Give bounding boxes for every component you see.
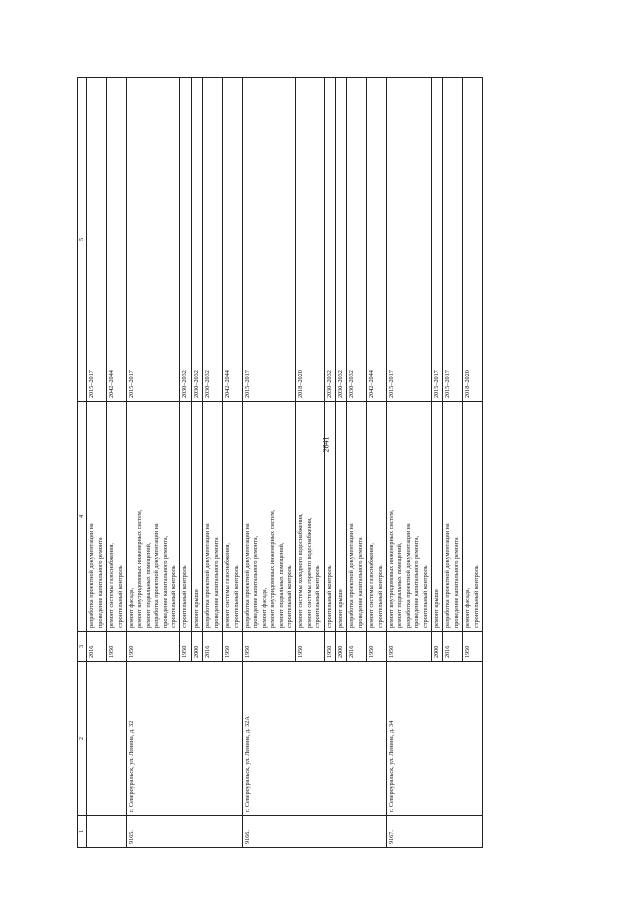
work-line: строительный контроль <box>472 565 480 628</box>
work-type-cell <box>107 402 127 632</box>
work-line: разработка проектной документации на <box>243 523 251 628</box>
column-header: 1 <box>78 816 87 848</box>
work-line: ремонт крыши <box>336 589 344 628</box>
work-type-cell <box>321 402 335 632</box>
page-number: 2641 <box>321 436 331 453</box>
column-header: 3 <box>78 632 87 662</box>
work-line: ремонт внутридомовых инженерных систем, <box>136 509 144 628</box>
work-line: ремонт фасада, <box>464 587 472 628</box>
work-line: ремонт фасада, <box>128 587 136 628</box>
period-cell: 2018–2020 <box>296 78 324 402</box>
work-line: ремонт системы холодного водоснабжения, <box>297 513 305 628</box>
work-line: ремонт крыши <box>433 589 441 628</box>
period-cell: 2018–2020 <box>463 78 483 402</box>
work-line: проведение капитального ремонта, <box>252 535 260 628</box>
table-row <box>387 78 432 848</box>
year-cell: 1950 <box>223 632 243 662</box>
work-line: ремонт внутридомовых инженерных систем, <box>388 509 395 628</box>
period-cell: 2030–2032 <box>347 78 367 402</box>
work-line: строительный контроль <box>232 565 240 628</box>
work-line: проведение капитального ремонта <box>356 537 364 628</box>
work-line: разработка проектной документации на <box>153 523 161 628</box>
table-body <box>87 78 483 848</box>
period-cell: 2030–2032 <box>335 78 346 402</box>
year-cell: 2016 <box>203 632 223 662</box>
period-cell: 2042–2044 <box>223 78 243 402</box>
work-line: ремонт системы газоснабжения, <box>108 543 116 628</box>
column-header: 2 <box>78 662 87 816</box>
work-type-cell <box>463 402 483 632</box>
table-row <box>87 78 107 848</box>
work-line: ремонт крыши <box>192 589 200 628</box>
period-cell: 2015–2017 <box>242 78 295 402</box>
work-type-cell <box>367 402 387 632</box>
work-line: ремонт подвальных помещений, <box>396 542 404 628</box>
year-cell: 1950 <box>463 632 483 662</box>
work-type-cell <box>203 402 223 632</box>
work-line: разработка проектной документации на <box>204 523 212 628</box>
work-type-cell <box>242 402 295 632</box>
year-cell: 2000 <box>191 632 202 662</box>
year-cell: 1950 <box>107 632 127 662</box>
work-line: разработка проектной документации на <box>404 523 412 628</box>
address-cell: г. Североуральск, ул. Ленина, д. 32А <box>242 662 386 816</box>
period-cell: 2042–2044 <box>107 78 127 402</box>
year-cell: 1950 <box>387 632 432 662</box>
year-cell: 2016 <box>87 632 107 662</box>
item-number-cell <box>87 816 127 848</box>
work-line: строительный контроль <box>116 565 124 628</box>
item-number-cell: 9166. <box>242 816 386 848</box>
work-type-cell <box>296 402 324 632</box>
work-line: строительный контроль <box>314 565 322 628</box>
year-cell: 2016 <box>443 632 463 662</box>
period-cell: 2030–2032 <box>191 78 202 402</box>
year-cell: 2016 <box>347 632 367 662</box>
item-number-cell: 9167. <box>387 816 483 848</box>
work-line: строительный контроль <box>421 565 429 628</box>
work-type-cell <box>347 402 367 632</box>
work-line: проведение капитального ремонта, <box>413 535 421 628</box>
work-type-cell <box>443 402 463 632</box>
year-cell: 1950 <box>296 632 324 662</box>
work-line: проведение капитального ремонта <box>452 537 460 628</box>
work-line: ремонт системы газоснабжения, <box>368 543 376 628</box>
work-line: проведение капитального ремонта <box>212 537 220 628</box>
year-cell: 2000 <box>335 632 346 662</box>
work-line: ремонт системы газоснабжения, <box>224 543 232 628</box>
work-line: строительный контроль <box>325 565 333 628</box>
period-cell: 2015–2017 <box>432 78 443 402</box>
work-line: разработка проектной документации на <box>88 523 96 628</box>
table-header-row <box>78 78 87 848</box>
work-type-cell <box>223 402 243 632</box>
address-cell: г. Североуральск, ул. Ленина, д. 34 <box>387 662 483 816</box>
year-cell: 1950 <box>367 632 387 662</box>
work-type-cell <box>335 402 346 632</box>
rotated-table-container <box>77 78 597 848</box>
work-line: ремонт фасада, <box>260 587 268 628</box>
address-cell <box>87 662 127 816</box>
work-type-cell <box>127 402 180 632</box>
year-cell: 2000 <box>432 632 443 662</box>
period-cell: 2015–2017 <box>127 78 180 402</box>
year-cell: 1950 <box>242 632 295 662</box>
year-cell: 1950 <box>180 632 191 662</box>
period-cell: 2015–2017 <box>387 78 432 402</box>
work-line: проведение капитального ремонта, <box>161 535 169 628</box>
address-cell: г. Североуральск, ул. Ленина, д. 32 <box>127 662 243 816</box>
table-row <box>242 78 295 848</box>
period-cell: 2030–2032 <box>180 78 191 402</box>
work-line: ремонт внутридомовых инженерных систем, <box>269 509 277 628</box>
work-line: строительный контроль <box>181 565 189 628</box>
work-line: ремонт системы горячего водоснабжения, <box>305 517 313 628</box>
work-type-cell <box>387 402 432 632</box>
capital-repair-table <box>77 77 483 848</box>
period-cell: 2015–2017 <box>443 78 463 402</box>
work-type-cell <box>87 402 107 632</box>
work-type-cell <box>432 402 443 632</box>
work-line: разработка проектной документации на <box>348 523 356 628</box>
period-cell: 2015–2017 <box>87 78 107 402</box>
item-number-cell: 9165. <box>127 816 243 848</box>
work-line: ремонт подвальных помещений, <box>277 542 285 628</box>
work-type-cell <box>191 402 202 632</box>
work-line: ремонт подвальных помещений, <box>144 542 152 628</box>
work-line: строительный контроль <box>170 565 178 628</box>
work-type-cell <box>180 402 191 632</box>
year-cell: 1950 <box>127 632 180 662</box>
work-line: проведение капитального ремонта <box>96 537 104 628</box>
work-line: строительный контроль <box>285 565 293 628</box>
year-cell: 1950 <box>324 632 335 662</box>
period-cell: 2042–2044 <box>367 78 387 402</box>
period-cell: 2030–2032 <box>324 78 335 402</box>
work-line: строительный контроль <box>376 565 384 628</box>
work-line: разработка проектной документации на <box>444 523 452 628</box>
period-cell: 2030–2032 <box>203 78 223 402</box>
column-header: 5 <box>78 78 87 402</box>
table-row <box>127 78 180 848</box>
column-header: 4 <box>78 402 87 632</box>
